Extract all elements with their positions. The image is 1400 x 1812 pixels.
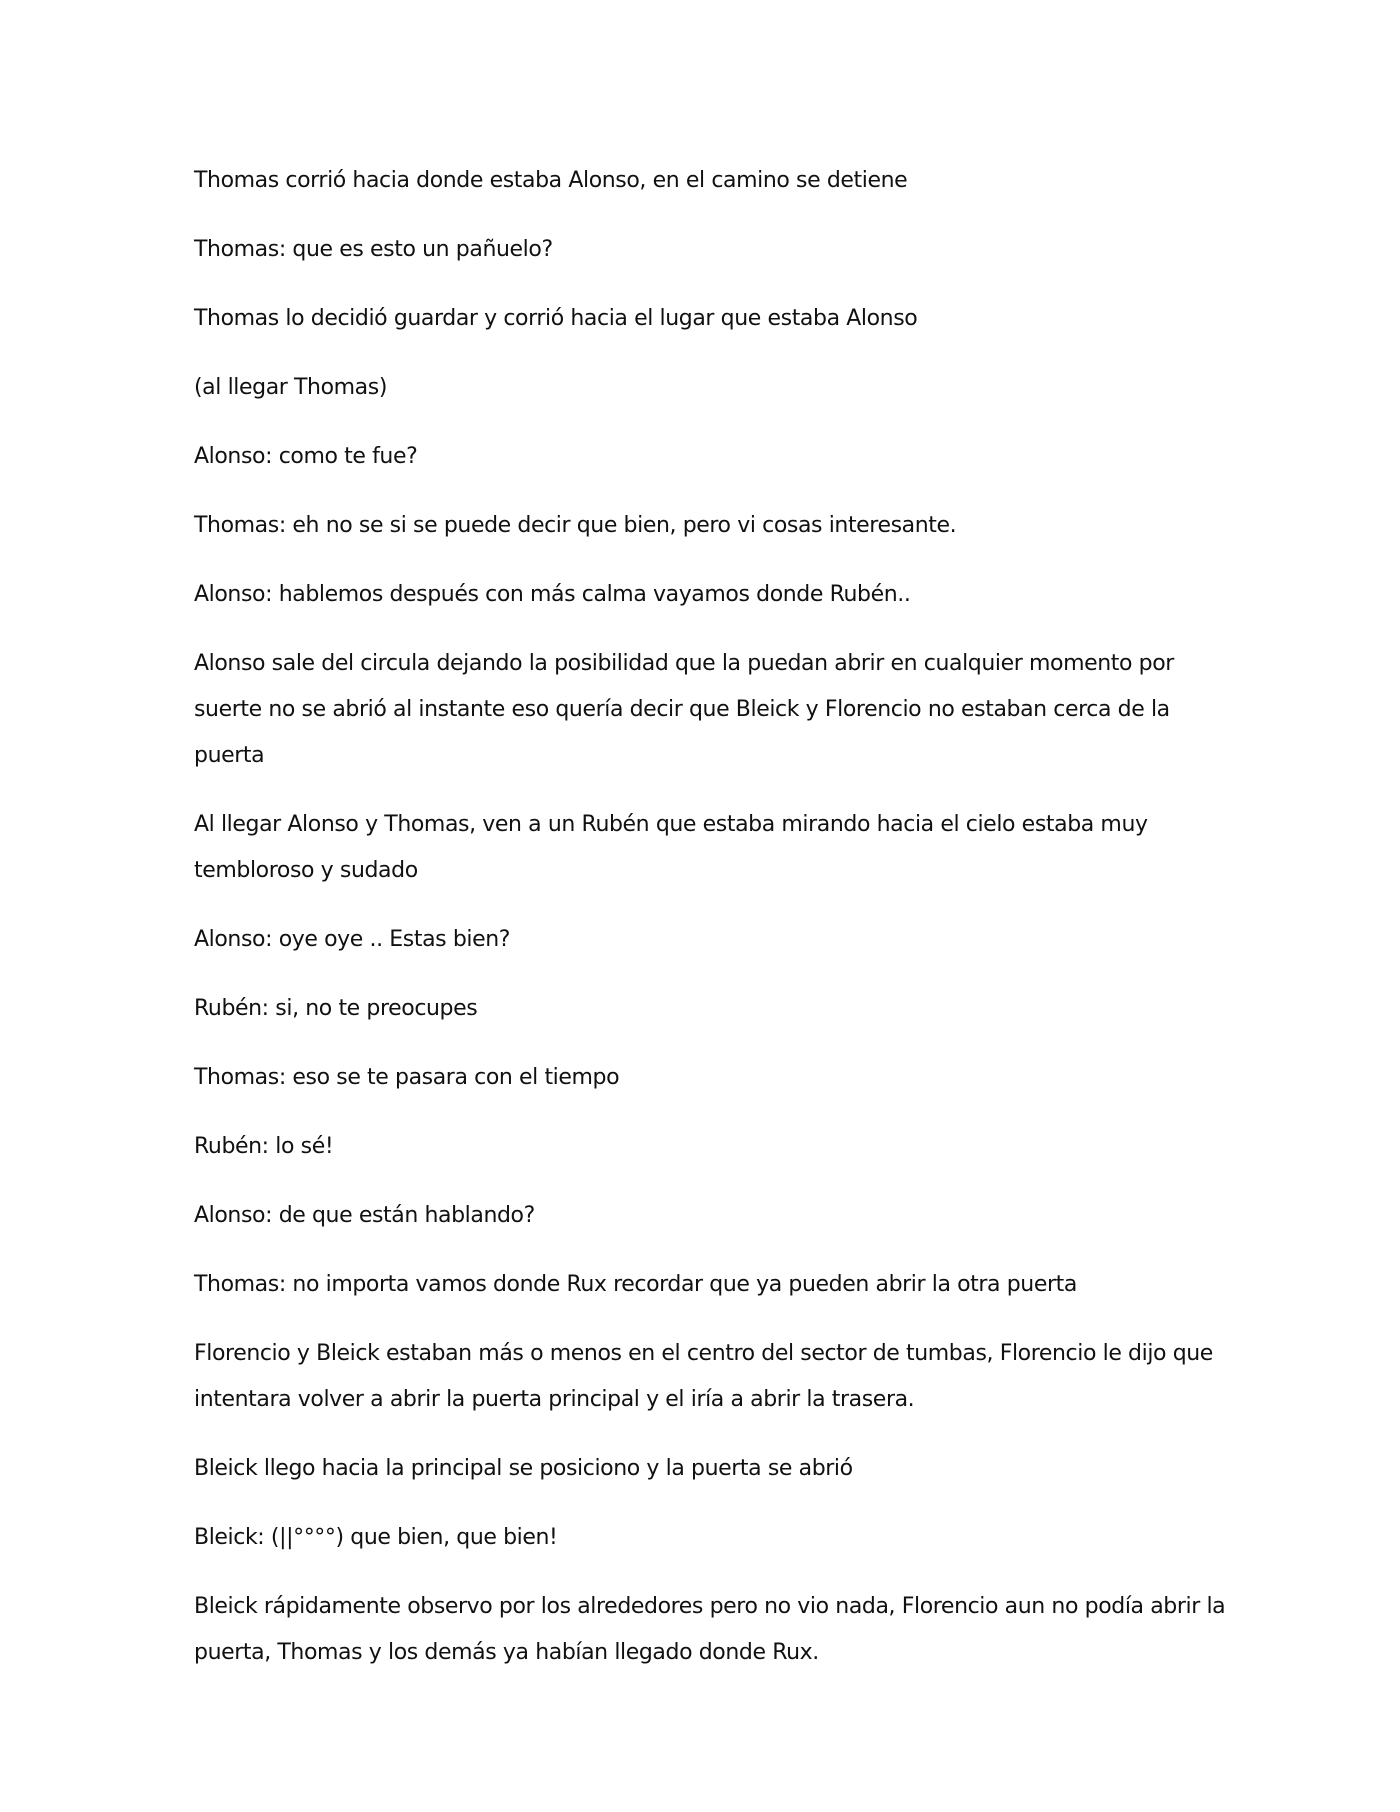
paragraph-14: Alonso: de que están hablando? [194, 1203, 535, 1228]
paragraph-3: Thomas lo decidió guardar y corrió hacia el lugar que estaba Alonso [194, 306, 918, 331]
paragraph-16: Florencio y Bleick estaban más o menos en el centro del sector de tumbas, Florencio le dijo que intentara volver a abrir la puerta principal y el iría a abrir la trasera. [194, 1341, 1213, 1412]
paragraph-15: Thomas: no importa vamos donde Rux recordar que ya pueden abrir la otra puerta [194, 1272, 1077, 1297]
paragraph-11: Rubén: si, no te preocupes [194, 996, 478, 1021]
paragraph-7: Alonso: hablemos después con más calma vayamos donde Rubén.. [194, 582, 911, 607]
paragraph-17: Bleick llego hacia la principal se posiciono y la puerta se abrió [194, 1456, 853, 1481]
document-body [194, 158, 1234, 1699]
paragraph-9: Al llegar Alonso y Thomas, ven a un Rubén que estaba mirando hacia el cielo estaba muy tembloroso y sudado [194, 812, 1148, 883]
paragraph-8: Alonso sale del circula dejando la posibilidad que la puedan abrir en cualquier momento por suerte no se abrió al instante eso quería decir que Bleick y Florencio no estaban cerca de la puerta [194, 651, 1174, 768]
paragraph-6: Thomas: eh no se si se puede decir que bien, pero vi cosas interesante. [194, 513, 957, 538]
paragraph-5: Alonso: como te fue? [194, 444, 418, 469]
paragraph-1: Thomas corrió hacia donde estaba Alonso, en el camino se detiene [194, 168, 908, 193]
paragraph-4: (al llegar Thomas) [194, 375, 388, 400]
paragraph-19: Bleick rápidamente observo por los alrededores pero no vio nada, Florencio aun no podía abrir la puerta, Thomas y los demás ya habían llegado donde Rux. [194, 1594, 1226, 1665]
paragraph-13: Rubén: lo sé! [194, 1134, 334, 1159]
paragraph-12: Thomas: eso se te pasara con el tiempo [194, 1065, 620, 1090]
paragraph-10: Alonso: oye oye .. Estas bien? [194, 927, 511, 952]
paragraph-2: Thomas: que es esto un pañuelo? [194, 237, 553, 262]
paragraph-18: Bleick: (||°°°°) que bien, que bien! [194, 1525, 558, 1550]
